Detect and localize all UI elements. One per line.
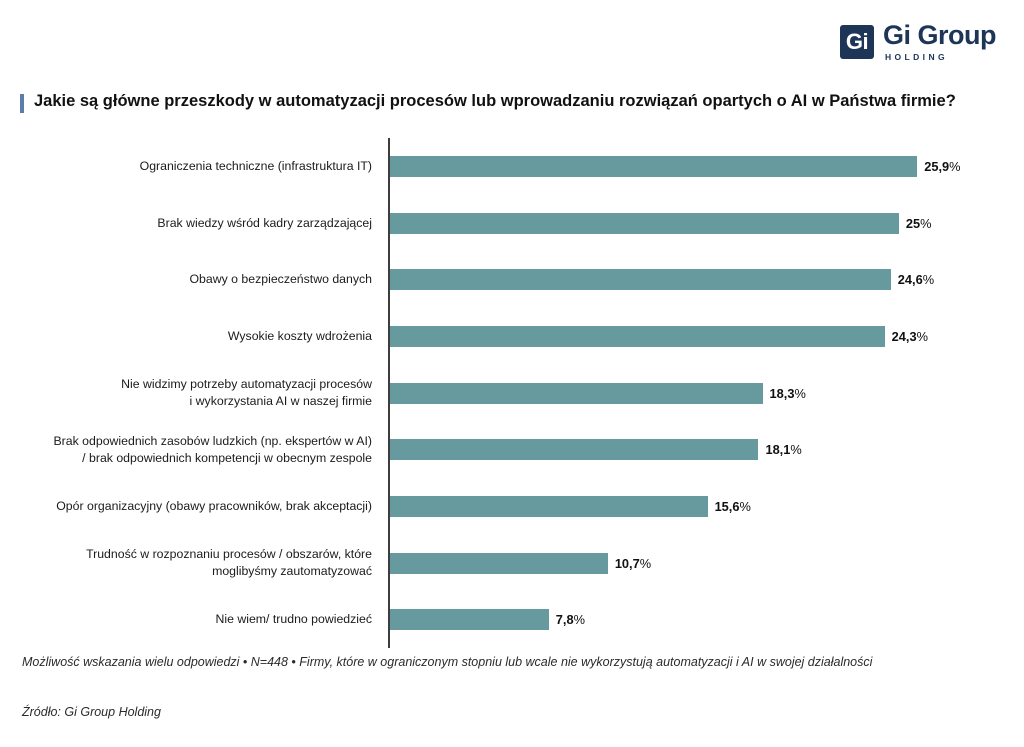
chart-bar-row (20, 535, 1004, 592)
logo-mark-icon (840, 25, 874, 59)
chart-bar-row (20, 478, 1004, 535)
bar-category-label: Wysokie koszty wdrożenia (227, 329, 372, 344)
bar-container (380, 439, 1004, 460)
bar-category-label: Brak odpowiednich zasobów ludzkich (np. ekspertów w AI) / brak odpowiednich kompetencji w obecnym zespole (53, 434, 372, 465)
bar-category-label: Trudność w rozpoznaniu procesów / obszarów, które moglibyśmy zautomatyzować (86, 547, 372, 579)
bar-category-label: Obawy o bezpieczeństwo danych (189, 272, 372, 287)
bar-container (380, 326, 1004, 347)
bar-category-label: Ograniczenia techniczne (infrastruktura IT) (139, 159, 372, 174)
chart-bar-row (20, 138, 1004, 195)
bar (390, 326, 885, 347)
bar (390, 213, 899, 234)
logo-wordmark: Gi Group (883, 20, 996, 50)
bar-container (380, 383, 1004, 404)
chart-bar-row (20, 251, 1004, 308)
logo-subtitle: HOLDING (885, 52, 948, 62)
page-title (20, 92, 1004, 113)
bar-category-label: Opór organizacyjny (obawy pracowników, brak akceptacji) (56, 499, 372, 514)
bar-category-label: Nie wiem/ trudno powiedzieć (215, 612, 372, 627)
footnote-source: Źródło: Gi Group Holding (22, 705, 161, 719)
bar-category-label: Nie widzimy potrzeby automatyzacji procesów i wykorzystania AI w naszej firmie (121, 377, 372, 409)
bar (390, 383, 763, 404)
chart-bar-row (20, 591, 1004, 648)
chart-bar-row (20, 365, 1004, 422)
bar-value-label: 24,6% (897, 272, 935, 288)
bar-container (380, 553, 1004, 574)
bar-container (380, 156, 1004, 177)
footnote-methodology: Możliwość wskazania wielu odpowiedzi • N=448 • Firmy, które w ograniczonym stopniu lub wcale nie wykorzystują automatyzacji i AI w swojej działalności (22, 655, 873, 669)
bar-value-label: 10,7% (614, 555, 652, 571)
chart-bar-row (20, 308, 1004, 365)
chart-bar-row (20, 195, 1004, 252)
bar-chart (20, 138, 1004, 648)
brand-logo (840, 22, 996, 62)
bar (390, 553, 608, 574)
bar-container (380, 609, 1004, 630)
chart-bar-row (20, 421, 1004, 478)
bar (390, 496, 708, 517)
bar-container (380, 269, 1004, 290)
bar-value-label: 25,9% (924, 158, 961, 174)
bar-value-label: 25% (905, 215, 932, 231)
bar-container (380, 496, 1004, 517)
bar-value-label: 18,1% (765, 442, 802, 458)
bar-value-label: 15,6% (714, 498, 751, 514)
bar (390, 156, 917, 177)
bar-value-label: 24,3% (891, 328, 928, 344)
title-accent-bar (20, 94, 24, 113)
title-text: Jakie są główne przeszkody w automatyzacji procesów lub wprowadzaniu rozwiązań opartych o AI w Państwa firmie? (34, 92, 956, 110)
bar-category-label: Brak wiedzy wśród kadry zarządzającej (157, 215, 372, 230)
bar (390, 269, 891, 290)
bar (390, 609, 549, 630)
bar-value-label: 7,8% (555, 612, 585, 628)
bar-container (380, 213, 1004, 234)
bar-value-label: 18,3% (769, 385, 806, 401)
logo-text (883, 22, 996, 62)
bar (390, 439, 758, 460)
chart-rows (20, 138, 1004, 648)
logo-mark-letters: Gi (845, 28, 869, 54)
